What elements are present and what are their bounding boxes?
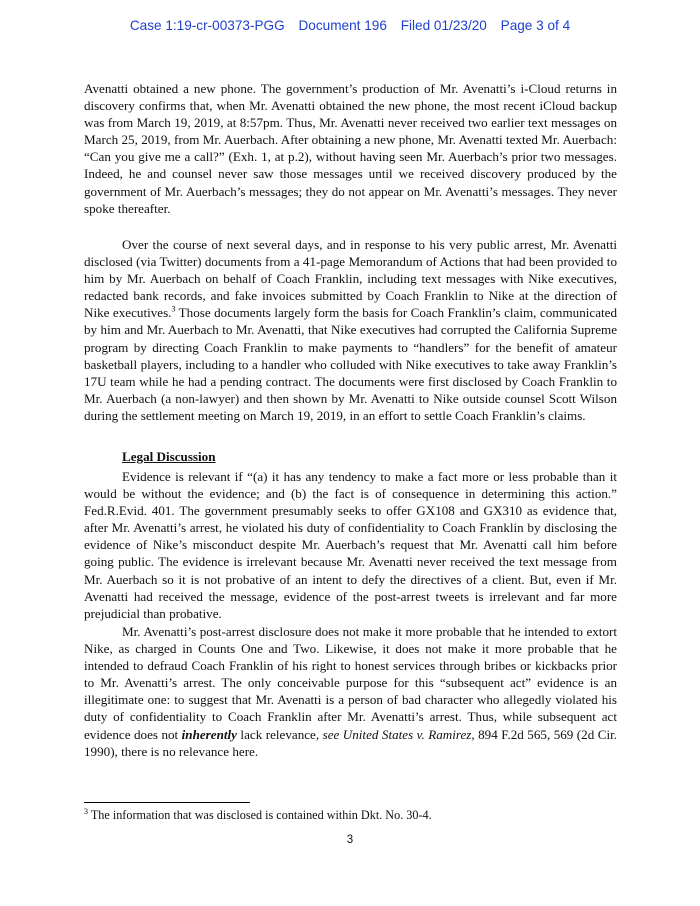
paragraph-4-text-b: lack relevance, (236, 726, 323, 742)
footnote-text: The information that was disclosed is contained within Dkt. No. 30-4. (88, 808, 432, 822)
footnote-reference: 3 (171, 305, 176, 315)
paragraph-2 (84, 236, 617, 424)
paragraph-4-text-a: Mr. Avenatti’s post-arrest disclosure does not make it more probable that he intended to extort Nike, as charged in Counts One and Two. Likewise, it does not make it more probable that he intended to defraud Coach Franklin of his right to honest services through bribes or kickbacks prior to Mr. Avenatti’s arrest. The only conceivable purpose for this “subsequent act” evidence is an illegitimate one: to suggest that Mr. Avenatti is a person of bad character who allegedly violated his duty of confidentiality to Coach Franklin after Mr. Avenatti’s arrest. Thus, while subsequent act evidence does not (84, 624, 617, 742)
paragraph-2-text-a: Over the course of next several days, and in response to his very public arrest, Mr. Avenatti disclosed (via Twitter) documents from a 41-page Memorandum of Actions that had been provided to him by Mr. Auerbach on behalf of Coach Franklin, including text messages with Nike executives, redacted bank records, and fake invoices submitted by Coach Franklin to Nike at the direction of Nike executives. (84, 237, 617, 321)
paragraph-1 (84, 80, 617, 217)
footnote-divider (84, 802, 250, 803)
footnote (84, 808, 432, 823)
emphasis-inherently: inherently (181, 726, 237, 742)
document-number: Document 196 (298, 18, 387, 33)
section-heading: Legal Discussion (122, 449, 216, 464)
case-number: Case 1:19-cr-00373-PGG (129, 18, 285, 33)
page-indicator: Page 3 of 4 (500, 18, 571, 33)
paragraph-3 (84, 468, 617, 622)
paragraph-2-text-b: Those documents largely form the basis for Coach Franklin’s claim, communicated by him and Mr. Auerbach to Mr. Avenatti, that Nike executives had corrupted the California Supreme program by directing Coach Franklin to make payments to “handlers” for the benefit of amateur basketball players, including to a handler who colluded with Nike executives to take away Franklin’s 17U team while he had a pending contract. The documents were first disclosed by Coach Franklin to Mr. Auerbach (a non-lawyer) and then shown by Mr. Avenatti to Nike outside counsel Scott Wilson during the settlement meeting on March 19, 2019, in an effort to settle Coach Franklin’s claims. (84, 305, 617, 423)
footnote-marker: 3 (84, 806, 88, 816)
case-citation: see United States v. Ramirez (322, 726, 472, 742)
ecf-header (0, 18, 700, 33)
filed-date: Filed 01/23/20 (400, 18, 487, 33)
paragraph-1-text: Avenatti obtained a new phone. The government’s production of Mr. Avenatti’s i-Cloud returns in discovery confirms that, when Mr. Avenatti obtained the new phone, the most recent iCloud backup was from March 19, 2019, at 8:57pm. Thus, Mr. Avenatti never received two earlier text messages on March 25, 2019, from Mr. Auerbach. After obtaining a new phone, Mr. Avenatti texted Mr. Auerbach: “Can you give me a call?” (Exh. 1, at p.2), without having seen Mr. Auerbach’s prior two messages. Indeed, he and counsel never saw those messages until we received discovery produced by the government of Mr. Auerbach’s messages; they do not appear on Mr. Avenatti’s messages. They never spoke thereafter. (84, 81, 617, 216)
page-number: 3 (346, 834, 354, 846)
paragraph-3-text: Evidence is relevant if “(a) it has any tendency to make a fact more or less probable than it would be without the evidence; and (b) the fact is of consequence in determining this action.” Fed.R.Evid. 401. The government presumably seeks to offer GX108 and GX310 as evidence that, after Mr. Avenatti’s arrest, he violated his duty of confidentiality to Coach Franklin by disclosing the evidence of Nike’s misconduct despite Mr. Auerbach’s request that Mr. Avenatti call him before going public. The evidence is irrelevant because Mr. Avenatti never received the text message from Mr. Auerbach so it is not probative of an intent to defy the directives of a client. But, even if Mr. Avenatti had received the message, evidence of the post-arrest tweets is irrelevant and far more prejudicial than probative. (84, 469, 617, 621)
paragraph-4-text-c: , 894 F.2d 565, 569 (2d Cir. 1990), there is no relevance here. (84, 726, 618, 759)
paragraph-4 (84, 623, 617, 760)
